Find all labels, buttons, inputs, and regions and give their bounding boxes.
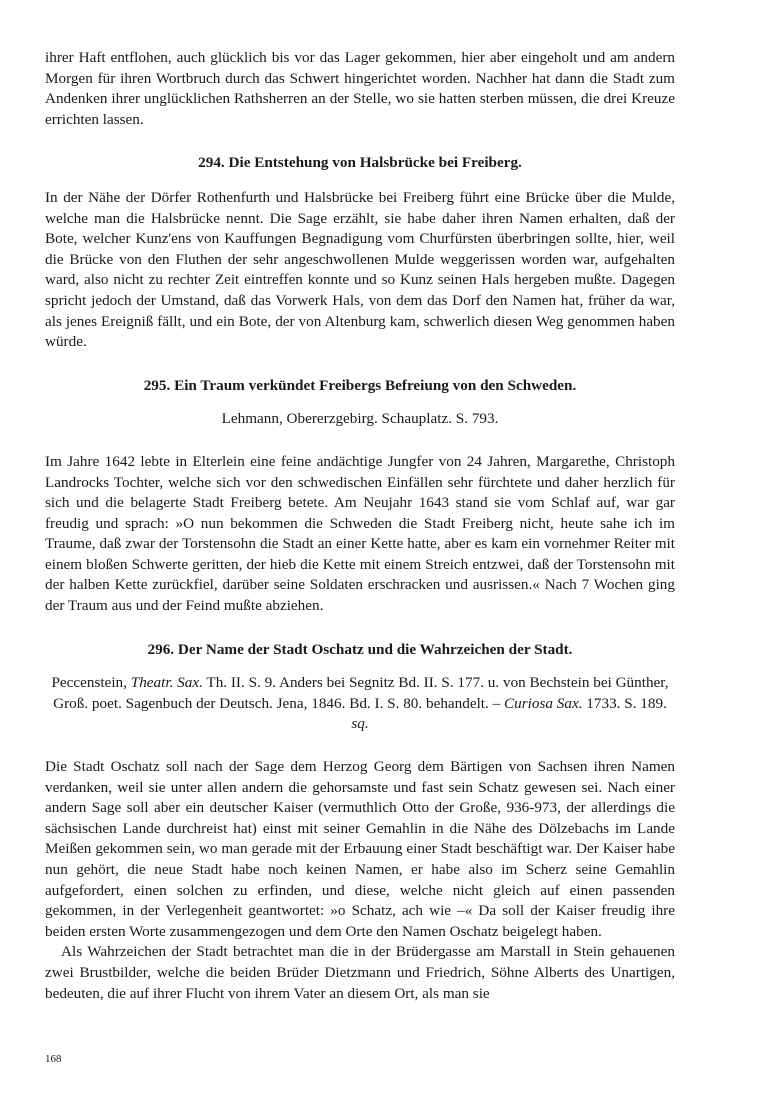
source-296-sq: sq. bbox=[351, 715, 369, 733]
page-content bbox=[45, 48, 675, 1004]
source-296-part3: 1733. S. 189. bbox=[582, 694, 667, 712]
paragraph-296-2: Als Wahrzeichen der Stadt betrachtet man die in der Brüdergasse am Marstall in Stein gehauenen zwei Brustbilder, welche die beiden Brüder Dietzmann und Friedrich, Söhne Alberts des Unartigen, bedeuten, die auf ihrer Flucht von ihrem Vater an diesem Ort, als man sie bbox=[45, 943, 675, 1002]
intro-paragraph: ihrer Haft entflohen, auch glücklich bis vor das Lager gekommen, hier aber eingeholt und am andern Morgen für ihren Wortbruch durch das Schwert hingerichtet worden. Nachher hat dann die Stadt zum Andenken ihrer unglücklichen Rathsherren an der Stelle, wo sie hatten sterben müssen, die drei Kreuze errichten lassen. bbox=[45, 49, 675, 128]
heading-294: 294. Die Entstehung von Halsbrücke bei Freiberg. bbox=[198, 154, 522, 172]
source-296-part1: Peccenstein, bbox=[51, 674, 131, 692]
heading-296: 296. Der Name der Stadt Oschatz und die Wahrzeichen der Stadt. bbox=[147, 640, 573, 658]
source-296-curiosa: Curiosa Sax. bbox=[504, 694, 583, 712]
source-296 bbox=[45, 673, 675, 735]
source-296-part2: Th. II. S. 9. Anders bei Segnitz Bd. II. S. 177. u. von Bechstein bei Günther, Groß. poet. Sagenbuch der Deutsch. Jena, 1846. Bd. I. S. 80. behandelt. – bbox=[53, 674, 669, 712]
paragraph-294: In der Nähe der Dörfer Rothenfurth und Halsbrücke bei Freiberg führt eine Brücke über die Mulde, welche man die Halsbrücke nennt. Die Sage erzählt, sie habe daher ihren Namen erhalten, daß der Bote, welcher Kunz'ens von Kauffungen Begnadigung vom Churfürsten überbringen sollte, hier, weil die Brücke von den Fluthen der sehr angeschwollenen Mulde weggerissen worden war, aufgehalten ward, also nicht zu rechter Zeit eintreffen konnte und so Kunz seinen Hals hergeben mußte. Dagegen spricht jedoch der Umstand, daß das Vorwerk Hals, von dem das Dorf den Namen hat, früher da war, als jenes Ereigniß fällt, und ein Bote, der von Altenburg kam, schwerlich diesen Weg genommen haben würde. bbox=[45, 188, 675, 351]
page-number: 168 bbox=[45, 1053, 62, 1065]
paragraph-295: Im Jahre 1642 lebte in Elterlein eine feine andächtige Jungfer von 24 Jahren, Margarethe, Christoph Landrocks Tochter, welche sich vor den schwedischen Einfällen sehr fürchtete und daher herzlich für sich und die belagerte Stadt Freiberg betete. Am Neujahr 1643 stand sie vom Schlaf auf, war gar freudig und sprach: »O nun bekommen die Schweden die Stadt Freiberg nicht, heute sahe ich im Traume, daß zwar der Torstensohn die Stadt an einer Kette hatte, aber es kam ein vornehmer Reiter mit einem bloßen Schwerte geritten, der hieb die Kette mit einem Streich entzwei, daß der Torstensohn mit der halben Kette zurückfiel, darüber seine Soldaten erschracken und ausrissen.« Nach 7 Wochen ging der Traum aus und der Feind mußte abziehen. bbox=[45, 452, 675, 615]
heading-295: 295. Ein Traum verkündet Freibergs Befreiung von den Schweden. bbox=[143, 376, 577, 394]
source-295: Lehmann, Obererzgebirg. Schauplatz. S. 793. bbox=[221, 410, 499, 428]
source-296-theatr: Theatr. Sax. bbox=[130, 674, 203, 692]
paragraph-296-1: Die Stadt Oschatz soll nach der Sage dem Herzog Georg dem Bärtigen von Sachsen ihren Namen verdanken, weil sie unter allen andern die gehorsamste und fast sein Schatz gewesen sei. Nach einer andern Sage soll aber ein deutscher Kaiser (vermuthlich Otto der Große, 936-973, der allerdings die sächsischen Lande durchreist hat) einst mit seiner Gemahlin in die Nähe des Dölzebachs im Lande Meißen gekommen sein, wo man gerade mit der Erbauung einer Stadt beschäftigt war. Der Kaiser habe nun gehört, die neue Stadt habe noch keinen Namen, er habe also im Scherz seine Gemahlin aufgefordert, einen solchen zu erfinden, und diese, welche nicht gleich auf einen passenden gekommen, in der Verlegenheit geantwortet: »o Schatz, ach wie –« Da soll der Kaiser freudig ihre beiden ersten Worte zusammengezogen und dem Orte den Namen Oschatz beigelegt haben. bbox=[45, 758, 675, 940]
